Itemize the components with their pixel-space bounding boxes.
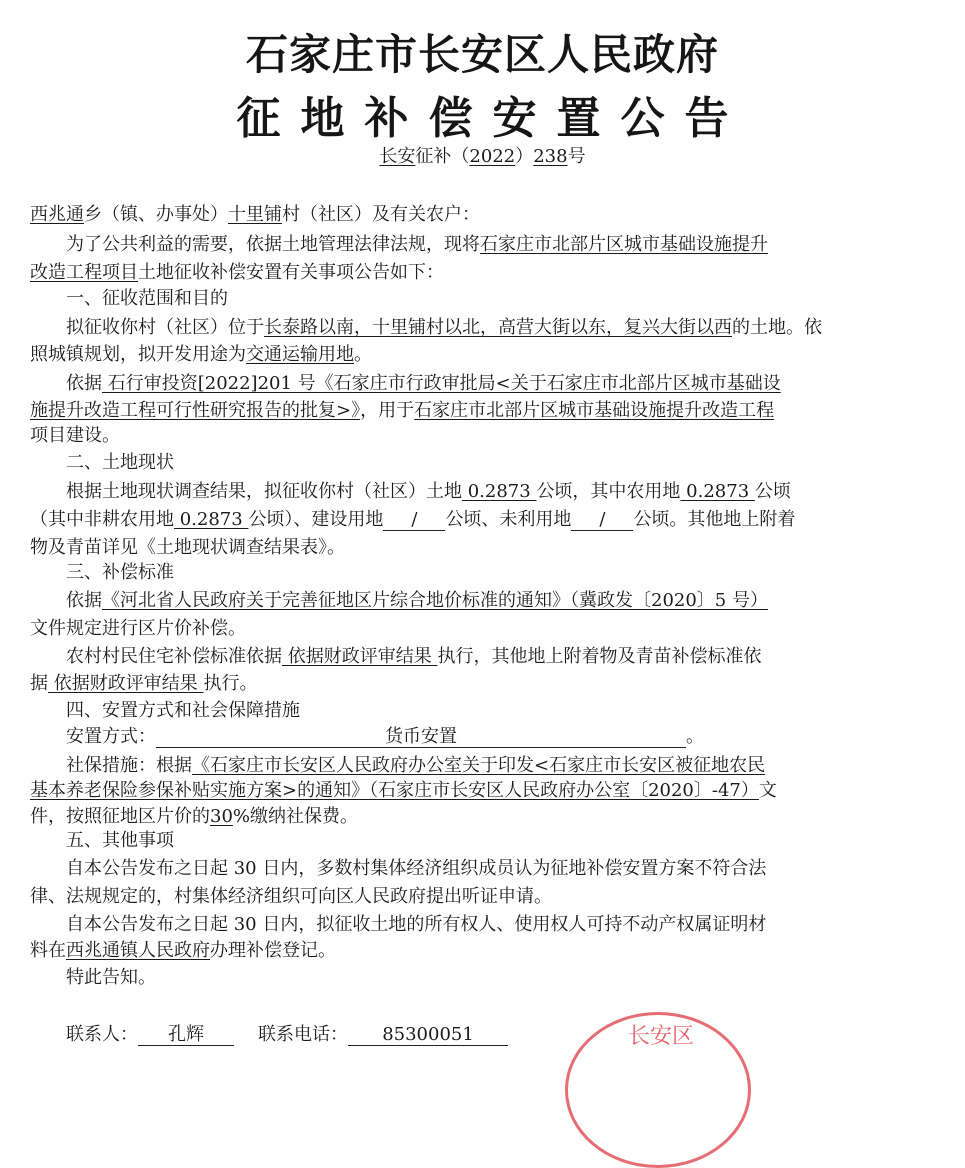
intro-line-1: 为了公共利益的需要，依据土地管理法律法规，现将石家庄市北部片区城市基础设施提升 [66,234,768,255]
section-1-para-3c: 项目建设。 [30,425,120,446]
document-number: 长安征补（2022）238号 [379,146,586,167]
section-1-para-3b: 施提升改造工程可行性研究报告的批复>》，用于石家庄市北部片区城市基础设施提升改造工程 [30,400,775,421]
section-2-para-1: 根据土地现状调查结果，拟征收你村（社区）土地 0.2873 公顷，其中农用地 0.2873 公顷 [66,481,791,502]
section-5-para-1: 自本公告发布之日起 30 日内，多数村集体经济组织成员认为征地补偿安置方案不符合法 [66,858,767,879]
addressee-line: 西兆通乡（镇、办事处）十里铺村（社区）及有关农户： [30,204,480,225]
section-1-heading: 一、征收范围和目的 [66,288,228,309]
intro-line-2: 改造工程项目土地征收补偿安置有关事项公告如下： [30,262,444,283]
section-1-para-2: 照城镇规划，拟开发用途为交通运输用地。 [30,344,372,365]
section-2-heading: 二、土地现状 [66,452,174,473]
section-5-para-2: 自本公告发布之日起 30 日内，拟征收土地的所有权人、使用权人可持不动产权属证明材 [66,914,767,935]
seal-text: 长安区 [627,1024,694,1049]
resettlement-method: 安置方式： 货币安置 。 [66,726,704,747]
document-subtitle: 征地补偿安置公告 [236,93,749,144]
section-5-heading: 五、其他事项 [66,830,174,851]
section-1-para-3: 依据 石行审投资[2022]201 号《石家庄市行政审批局<关于石家庄市北部片区城市基础设 [66,373,781,394]
social-security-line-1: 社保措施：根据《石家庄市长安区人民政府办公室关于印发<石家庄市长安区被征地农民 [66,755,766,776]
official-seal [565,1012,751,1168]
section-3-para-1: 依据《河北省人民政府关于完善征地区片综合地价标准的通知》（冀政发〔2020〕5 号） [66,590,768,611]
section-3-para-1b: 文件规定进行区片价补偿。 [30,618,246,639]
document-title: 石家庄市长安区人民政府 [245,30,719,79]
section-3-heading: 三、补偿标准 [66,562,174,583]
section-2-para-3: 物及青苗详见《土地现状调查结果表》。 [30,537,345,558]
social-security-line-3: 件，按照征地区片价的30%缴纳社保费。 [30,806,359,827]
section-3-para-2: 农村村民住宅补偿标准依据 依据财政评审结果 执行，其他地上附着物及青苗补偿标准依 [66,646,762,667]
social-security-line-2: 基本养老保险参保补贴实施方案>的通知》（石家庄市长安区人民政府办公室〔2020〕-47）文 [30,780,777,801]
contact-line: 联系人： 孔辉 联系电话： 85300051 [66,1024,508,1046]
section-3-para-2b: 据 依据财政评审结果 执行。 [30,673,258,694]
closing-line: 特此告知。 [66,967,156,988]
section-5-para-2b: 料在西兆通镇人民政府办理补偿登记。 [30,940,336,961]
section-4-heading: 四、安置方式和社会保障措施 [66,700,300,721]
section-1-para-1: 拟征收你村（社区）位于长泰路以南，十里铺村以北，高营大街以东，复兴大街以西的土地。依 [66,317,822,338]
section-5-para-1b: 律、法规规定的，村集体经济组织可向区人民政府提出听证申请。 [30,886,552,907]
section-2-para-2: （其中非耕农用地 0.2873 公顷）、建设用地 / 公顷、未利用地 / 公顷。其他地上附着 [30,509,796,530]
